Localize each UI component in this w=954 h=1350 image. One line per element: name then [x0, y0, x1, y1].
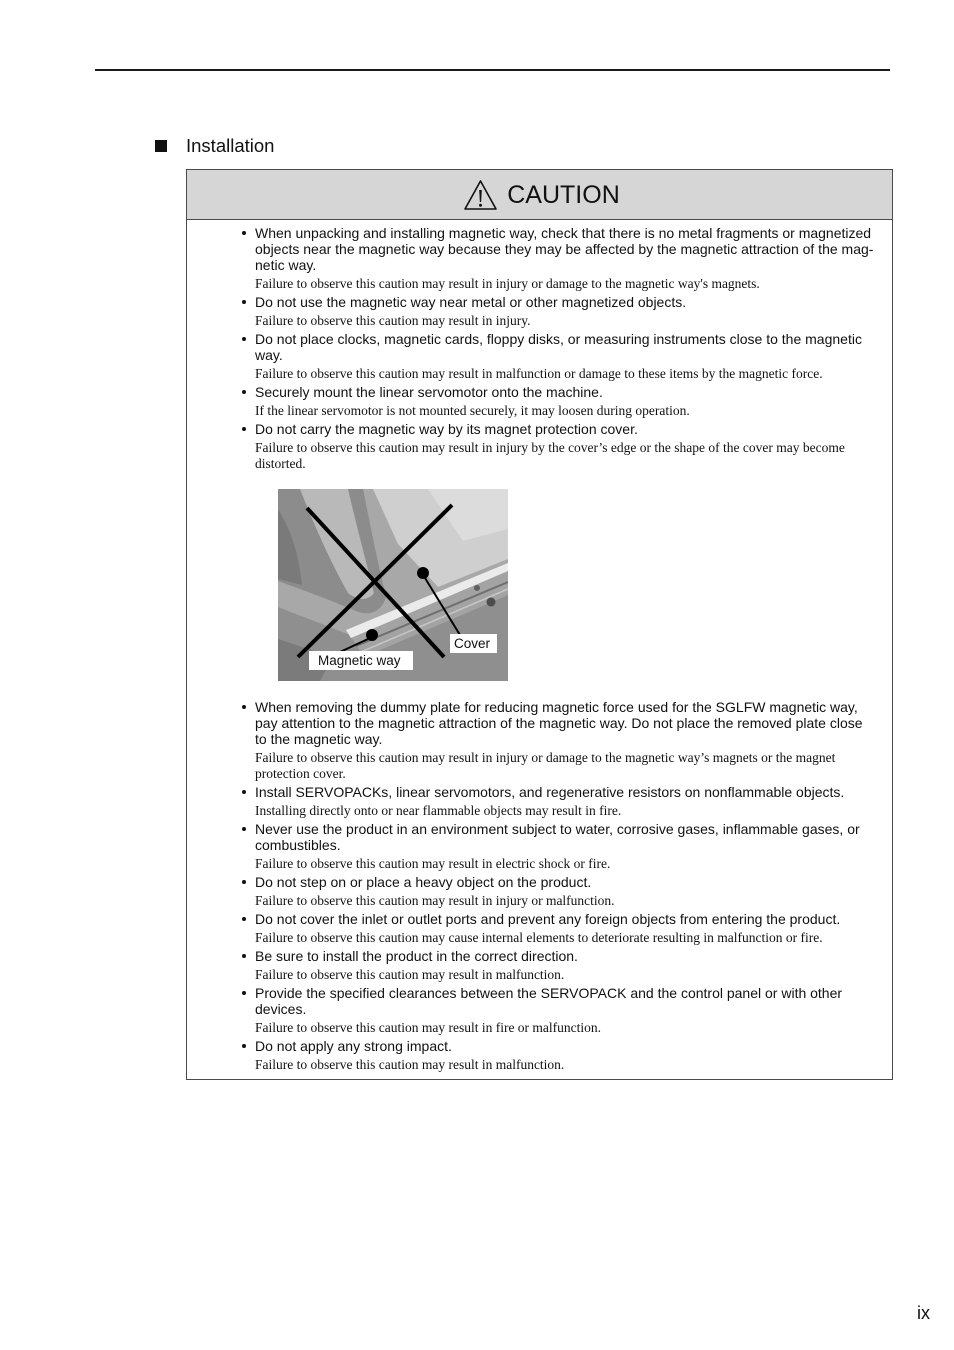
instruction-line: to the magnetic way. — [255, 731, 383, 747]
caution-item — [255, 384, 886, 419]
consequence-text — [255, 1020, 886, 1036]
bullet-dot-icon — [242, 991, 246, 995]
instruction-line: pay attention to the magnetic attraction of the magnetic way. Do not place the removed plate close — [255, 715, 863, 731]
instruction-text — [255, 874, 886, 890]
instruction-line: Do not carry the magnetic way by its magnet protection cover. — [255, 421, 638, 437]
consequence-text — [255, 276, 886, 292]
warning-triangle-icon — [463, 179, 498, 211]
consequence-line: Installing directly onto or near flammable objects may result in fire. — [255, 802, 622, 818]
caution-item — [255, 699, 886, 782]
section-title: Installation — [186, 135, 275, 156]
caution-item — [255, 784, 886, 819]
caution-title: CAUTION — [507, 180, 620, 209]
instruction-text — [255, 699, 886, 747]
caution-list — [255, 699, 886, 1073]
instruction-line: When unpacking and installing magnetic way, check that there is no metal fragments or magnetized — [255, 225, 872, 241]
caution-header — [187, 170, 892, 220]
page-number: ix — [917, 1303, 930, 1323]
mounting-hole — [487, 598, 496, 607]
instruction-text — [255, 294, 886, 310]
instruction-line: Securely mount the linear servomotor onto the machine. — [255, 384, 603, 400]
section-heading — [155, 135, 274, 157]
bullet-dot-icon — [242, 790, 246, 794]
instruction-text — [255, 784, 886, 800]
consequence-text — [255, 893, 886, 909]
instruction-text — [255, 331, 886, 363]
consequence-text — [255, 403, 886, 419]
pointer-dot — [366, 629, 378, 641]
bullet-dot-icon — [242, 300, 246, 304]
instruction-text — [255, 384, 886, 400]
instruction-line: When removing the dummy plate for reducing magnetic force used for the SGLFW magnetic way, — [255, 699, 858, 715]
consequence-line: protection cover. — [255, 765, 346, 781]
consequence-text — [255, 803, 886, 819]
consequence-line: Failure to observe this caution may result in malfunction or damage to these items by the magnetic force. — [255, 365, 823, 381]
consequence-line: Failure to observe this caution may result in injury or damage to the magnetic way's magnets. — [255, 275, 760, 291]
bullet-dot-icon — [242, 231, 246, 235]
instruction-text — [255, 948, 886, 964]
caution-item — [255, 985, 886, 1036]
instruction-line: Do not step on or place a heavy object on the product. — [255, 874, 592, 890]
consequence-line: Failure to observe this caution may result in injury by the cover’s edge or the shape of the cover may become — [255, 439, 845, 455]
bullet-dot-icon — [242, 390, 246, 394]
mounting-hole — [474, 585, 480, 591]
consequence-text — [255, 930, 886, 946]
consequence-line: Failure to observe this caution may result in malfunction. — [255, 966, 565, 982]
instruction-line: Do not cover the inlet or outlet ports and prevent any foreign objects from entering the product. — [255, 911, 841, 927]
instruction-text — [255, 225, 886, 273]
caution-list — [255, 225, 886, 472]
header-rule — [95, 69, 890, 71]
instruction-line: Install SERVOPACKs, linear servomotors, and regenerative resistors on nonflammable objects. — [255, 784, 845, 800]
instruction-line: netic way. — [255, 257, 317, 273]
instruction-line: way. — [255, 347, 283, 363]
consequence-text — [255, 313, 886, 329]
consequence-line: Failure to observe this caution may result in malfunction. — [255, 1056, 565, 1072]
instruction-line: Never use the product in an environment subject to water, corrosive gases, inflammable gases, or — [255, 821, 860, 837]
instruction-text — [255, 421, 886, 437]
caution-item — [255, 294, 886, 329]
consequence-line: Failure to observe this caution may result in fire or malfunction. — [255, 1019, 602, 1035]
bullet-dot-icon — [242, 880, 246, 884]
consequence-line: Failure to observe this caution may result in electric shock or fire. — [255, 855, 611, 871]
instruction-line: objects near the magnetic way because they may be affected by the magnetic attraction of the mag- — [255, 241, 874, 257]
instruction-line: Provide the specified clearances between the SERVOPACK and the control panel or with other — [255, 985, 843, 1001]
caution-item — [255, 874, 886, 909]
instruction-line: Do not use the magnetic way near metal or other magnetized objects. — [255, 294, 687, 310]
caution-box — [186, 169, 893, 1080]
caution-body — [187, 220, 892, 1079]
bullet-dot-icon — [242, 954, 246, 958]
bullet-dot-icon — [242, 827, 246, 831]
magnetic-way-label: Magnetic way — [309, 651, 413, 670]
instruction-line: devices. — [255, 1001, 307, 1017]
consequence-text — [255, 366, 886, 382]
consequence-text — [255, 440, 886, 472]
instruction-text — [255, 911, 886, 927]
instruction-line: Be sure to install the product in the correct direction. — [255, 948, 578, 964]
bullet-dot-icon — [242, 917, 246, 921]
consequence-text — [255, 856, 886, 872]
caution-item — [255, 911, 886, 946]
bullet-dot-icon — [242, 337, 246, 341]
consequence-line: Failure to observe this caution may result in injury. — [255, 312, 531, 328]
instruction-line: combustibles. — [255, 837, 341, 853]
consequence-text — [255, 750, 886, 782]
consequence-text — [255, 967, 886, 983]
instruction-line: Do not place clocks, magnetic cards, floppy disks, or measuring instruments close to the magnetic — [255, 331, 862, 347]
consequence-text — [255, 1057, 886, 1073]
consequence-line: Failure to observe this caution may cause internal elements to deteriorate resulting in malfunction or fire. — [255, 929, 823, 945]
caution-item — [255, 331, 886, 382]
consequence-line: If the linear servomotor is not mounted securely, it may loosen during operation. — [255, 402, 690, 418]
bullet-dot-icon — [242, 1044, 246, 1048]
square-bullet-icon — [155, 140, 167, 152]
instruction-text — [255, 1038, 886, 1054]
consequence-line: distorted. — [255, 455, 306, 471]
instruction-line: Do not apply any strong impact. — [255, 1038, 452, 1054]
caution-item — [255, 821, 886, 872]
pointer-dot — [417, 567, 429, 579]
instruction-text — [255, 821, 886, 853]
caution-item — [255, 948, 886, 983]
caution-item — [255, 1038, 886, 1073]
consequence-line: Failure to observe this caution may result in injury or malfunction. — [255, 892, 615, 908]
cover-label: Cover — [450, 634, 497, 653]
instruction-text — [255, 985, 886, 1017]
caution-item — [255, 421, 886, 472]
bullet-dot-icon — [242, 705, 246, 709]
magnetic-way-figure — [278, 489, 508, 681]
bullet-dot-icon — [242, 427, 246, 431]
caution-item — [255, 225, 886, 292]
consequence-line: Failure to observe this caution may result in injury or damage to the magnetic way’s magnets or the magnet — [255, 749, 836, 765]
